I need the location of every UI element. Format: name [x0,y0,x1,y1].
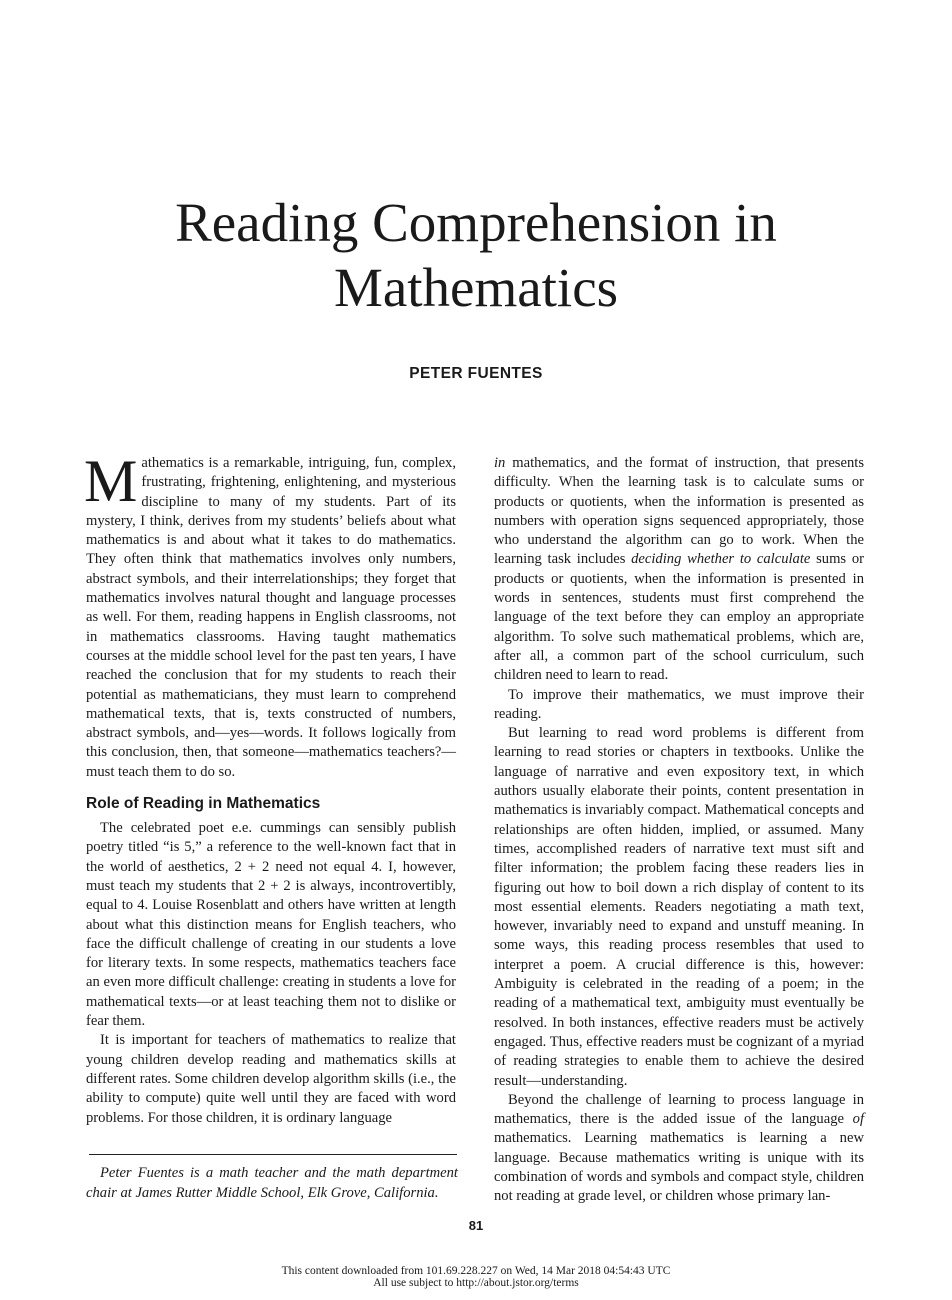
article-title [0,190,952,320]
right-column [494,454,864,1207]
paragraph-text: mathematics. Learning mathematics is learning a new language. Because mathematics writing is unique with its combination of words and symbols and compact style, children not reading at grade level, or children whose primary lan- [494,1130,864,1205]
body-paragraph: It is important for teachers of mathematics to realize that young children develop reading and mathematics skills at different rates. Some children develop algorithm skills (i.e., the ability to compute) quite well until they are faced with word problems. For those children, it is ordinary language [86,1032,456,1126]
section-heading: Role of Reading in Mathematics [86,795,321,813]
paragraph-text: Beyond the challenge of learning to process language in mathematics, there is the added issue of the language [494,1091,864,1128]
body-paragraph: The celebrated poet e.e. cummings can sensibly publish poetry titled “is 5,” a reference to the well-known fact that in the world of aesthetics, 2 + 2 need not equal 4. I, however, must teach my students that 2 + 2 is always, incontrovertibly, equal to 4. Louise Rosenblatt and others have written at length about what this distinction means for English teachers, who face the difficult challenge of creating in our students a love for literary texts. In some respects, mathematics teachers face an even more difficult challenge: creating in students a love for mathematical texts—or at least teaching them not to dislike or fear them. [86,820,456,1030]
paragraph-text: sums or products or quotients, when the information is presented in words in sentences, students must first comprehend the language of the text before they can employ an appropriate algorithm. To solve such mathematical problems, which are, after all, a common part of the school curriculum, such children need to learn to read. [494,551,864,684]
italic-text: deciding whether to calculate [631,551,811,568]
opening-paragraph-text: athematics is a remarkable, intriguing, fun, complex, frustrating, frightening, enlightening, and mysterious discipline to many of my students. Part of its mystery, I think, derives from my students’ beliefs about what mathematics is and about what it takes to do mathematics. They often think that mathematics involves only numbers, abstract symbols, and their interrelationships; they forget that mathematics involves natural thought and language processes as well. For them, reading happens in English classrooms, not in mathematics classrooms. Having taught mathematics courses at the middle school level for the past ten years, I have reached the conclusion that for my students to reach their potential as mathematicians, they must learn to comprehend mathematical texts, that is, texts constructed of numbers, abstract symbols, and—yes—words. It follows logically from this conclusion, then, that someone—mathematics teachers?—must teach them to do so. [86,455,456,780]
download-notice-line-1: This content downloaded from 101.69.228.227 on Wed, 14 Mar 2018 04:54:43 UTC [281,1265,671,1277]
italic-text: of [852,1111,864,1128]
drop-cap: M [84,448,138,514]
author-footnote: Peter Fuentes is a math teacher and the math department chair at James Rutter Middle School, Elk Grove, California. [86,1165,458,1201]
left-column [84,448,456,1128]
title-line-2: Mathematics [333,257,619,318]
italic-text: in [494,455,506,471]
body-paragraph: To improve their mathematics, we must improve their reading. [494,686,864,722]
title-line-1: Reading Comprehension in [175,192,777,253]
page-number: 81 [468,1218,484,1233]
opening-paragraph [84,448,456,782]
body-paragraph [494,454,864,686]
footnote-divider [89,1154,457,1155]
body-paragraph [494,1091,864,1207]
body-paragraph: But learning to read word problems is different from learning to read stories or chapters in textbooks. Unlike the language of narrative and even expository text, in which authors usually elaborate their points, content presentation in mathematics is invariably compact. Mathematical concepts and relationships are often hidden, implied, or assumed. Many times, accomplished readers of narrative text must sift and filter information; the problem facing these readers lies in figuring out how to boil down a rich display of content to its most essential elements. Readers negotiating a math text, however, invariably need to expand and unstuff meaning. In some ways, this reading process resembles that used to interpret a poem. A crucial difference is this, however: Ambiguity is celebrated in the reading of a poem; in the reading of a mathematical text, ambiguity must eventually be resolved. In both instances, effective readers must be actively engaged. Thus, effective readers must be cognizant of a myriad of reading strategies to enable them to achieve the desired result—understanding. [494,725,864,1089]
download-notice-line-2: All use subject to http://about.jstor.org/terms [373,1277,579,1289]
author-name: PETER FUENTES [409,365,543,382]
paragraph-text: mathematics, and the format of instruction, that presents difficulty. When the learning task is to calculate sums or products or quotients, when the information is presented as numbers with operation signs sequenced appropriately, those who understand the algorithm can go to work. When the learning task includes [494,455,864,568]
download-notice [0,1265,952,1289]
